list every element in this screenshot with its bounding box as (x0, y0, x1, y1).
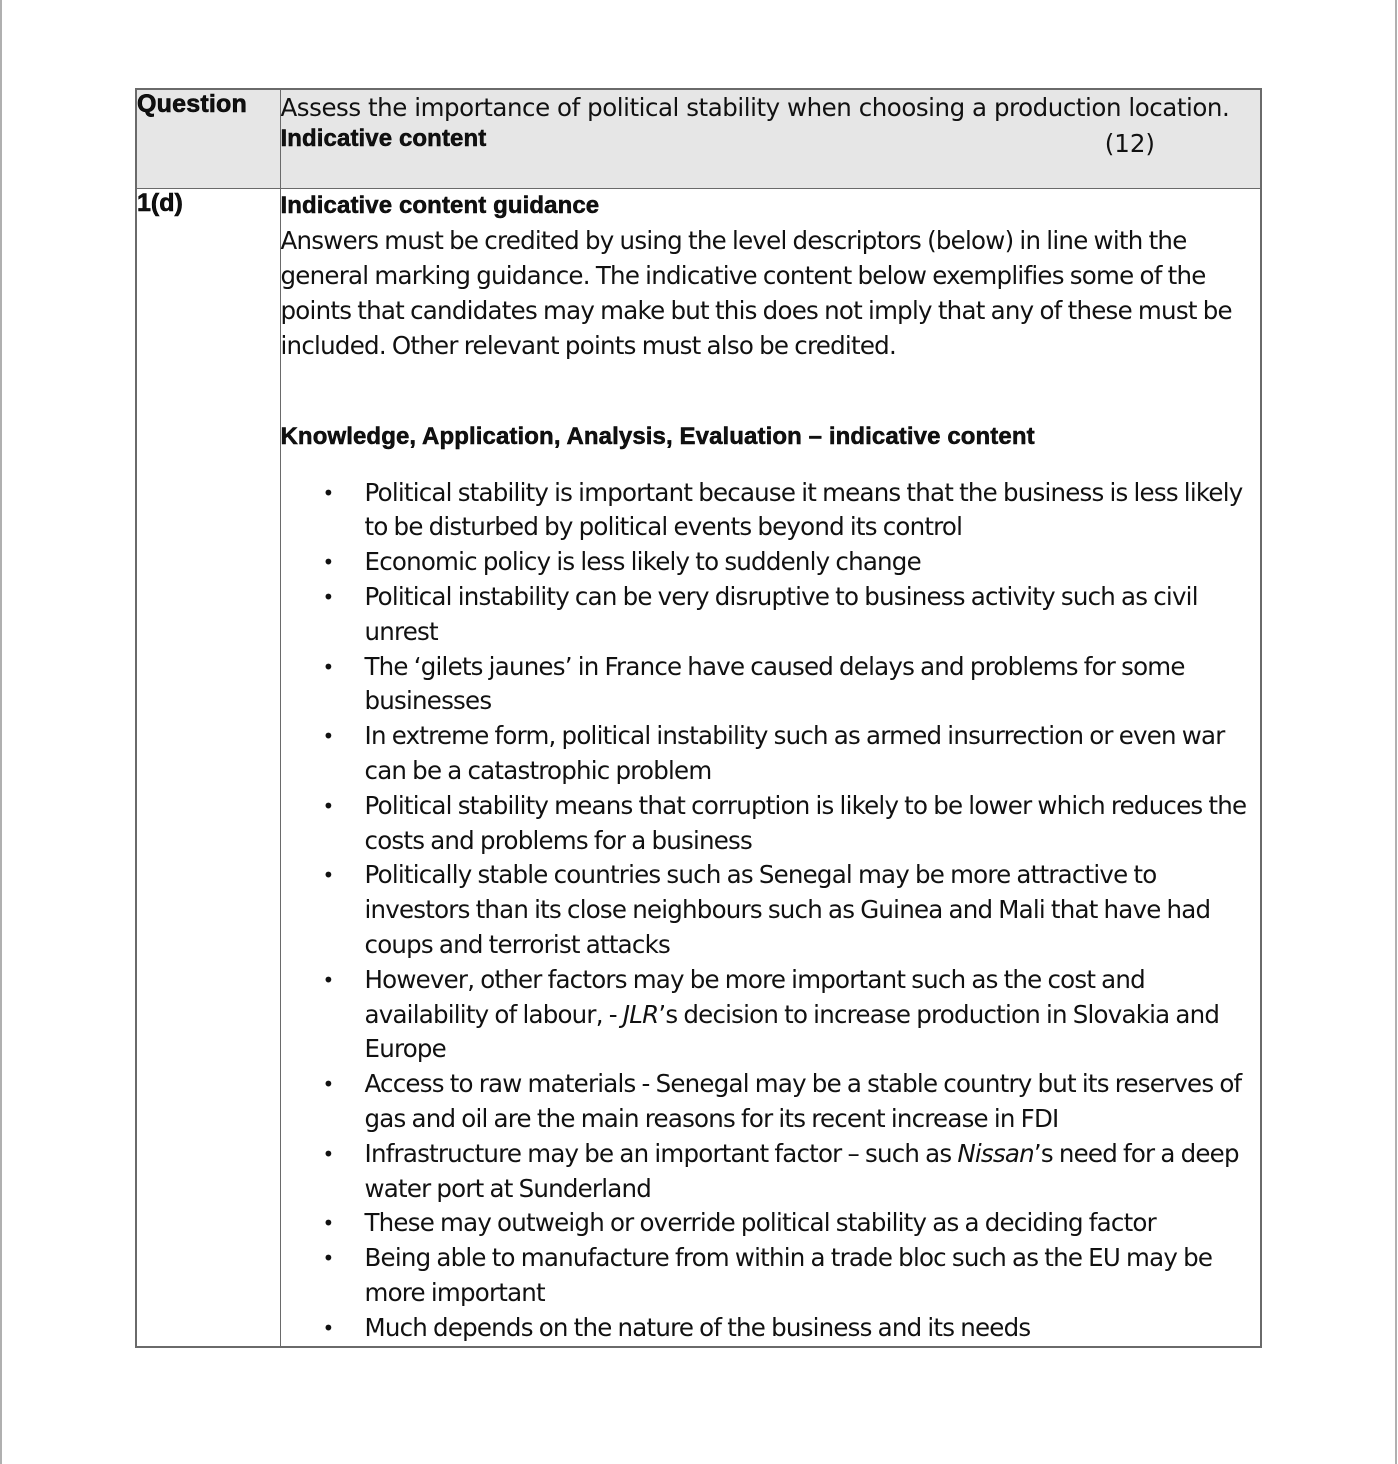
bullet-icon: • (322, 793, 334, 818)
indicative-point (281, 963, 1261, 1067)
guidance-heading: Indicative content guidance (280, 191, 600, 219)
point-text: Infrastructure may be an important factor – such as (364, 1138, 958, 1168)
bullet-icon: • (322, 480, 334, 505)
mark-scheme-table (135, 88, 1262, 1348)
indicative-point (281, 545, 1261, 580)
indicative-point (281, 1206, 1261, 1241)
bullet-icon: • (322, 550, 334, 575)
indicative-point (281, 789, 1261, 859)
header-row (136, 89, 1261, 188)
point-text: The ‘gilets jaunes’ in France have caused delays and problems for some businesses (364, 651, 1185, 716)
bullet-icon: • (322, 1211, 334, 1236)
point-text: Much depends on the nature of the business and its needs (364, 1312, 1031, 1342)
indicative-content-cell (280, 188, 1261, 1347)
bullet-icon: • (322, 1315, 334, 1340)
indicative-point (281, 1067, 1261, 1137)
bullet-icon: • (322, 724, 334, 749)
indicative-point (281, 1241, 1261, 1311)
point-text: In extreme form, political instability such as armed insurrection or even war can be a catastrophic problem (364, 721, 1225, 786)
question-id: 1(d) (136, 188, 280, 1347)
question-column-header: Question (136, 89, 280, 188)
point-text: These may outweigh or override political stability as a deciding factor (364, 1208, 1156, 1238)
guidance-text: Answers must be credited by using the level descriptors (below) in line with the general marking guidance. The indicative content below exemplifies some of the points that candidates may make but this does not imply that any of these must be included. Other relevant points must also be credited. (280, 225, 1232, 361)
kaae-heading: Knowledge, Application, Analysis, Evaluation – indicative content (280, 422, 1035, 450)
bullet-icon: • (322, 967, 334, 992)
indicative-point (281, 858, 1261, 962)
point-text: Being able to manufacture from within a trade bloc such as the EU may be more important (364, 1243, 1213, 1308)
point-text: Economic policy is less likely to suddenly change (364, 547, 921, 577)
page-edge-left (0, 0, 2, 1464)
indicative-point (281, 1311, 1261, 1346)
point-text: ’s decision to increase production in Slovakia and Europe (364, 999, 1220, 1064)
bullet-icon: • (322, 1072, 334, 1097)
bullet-icon: • (322, 1246, 334, 1271)
indicative-point (281, 476, 1261, 546)
point-text: Politically stable countries such as Senegal may be more attractive to investors than its close neighbours such as Guinea and Mali that have had coups and terrorist attacks (364, 860, 1211, 960)
indicative-content-subheading: Indicative content (280, 125, 487, 152)
indicative-point (281, 1137, 1261, 1207)
point-text: Political stability means that corruption is likely to be lower which reduces the costs and problems for a business (364, 790, 1247, 855)
bullet-icon: • (322, 1141, 334, 1166)
point-text: However, other factors may be more important such as the cost and availability of labour, - (364, 964, 1145, 1029)
point-text: Access to raw materials - Senegal may be a stable country but its reserves of gas and oil are the main reasons for its recent increase in FDI (364, 1069, 1242, 1134)
point-text: Political stability is important because it means that the business is less likely to be disturbed by political events beyond its control (364, 477, 1243, 542)
company-name: JLR (622, 999, 659, 1029)
bullet-icon: • (322, 585, 334, 610)
indicative-point (281, 580, 1261, 650)
question-row (136, 188, 1261, 1347)
bullet-icon: • (322, 654, 334, 679)
question-header-cell (280, 89, 1261, 188)
marks-available: (12) (1104, 129, 1155, 158)
question-text: Assess the importance of political stability when choosing a production location. (280, 93, 1230, 122)
indicative-point (281, 719, 1261, 789)
indicative-points-list (281, 476, 1261, 1346)
point-text: Political instability can be very disruptive to business activity such as civil unrest (364, 582, 1198, 646)
company-name: Nissan (957, 1138, 1034, 1168)
point-text: ’s need for a deep water port at Sunderland (364, 1138, 1239, 1203)
bullet-icon: • (322, 863, 334, 888)
page-edge-right (1395, 0, 1397, 1464)
indicative-point (281, 650, 1261, 720)
